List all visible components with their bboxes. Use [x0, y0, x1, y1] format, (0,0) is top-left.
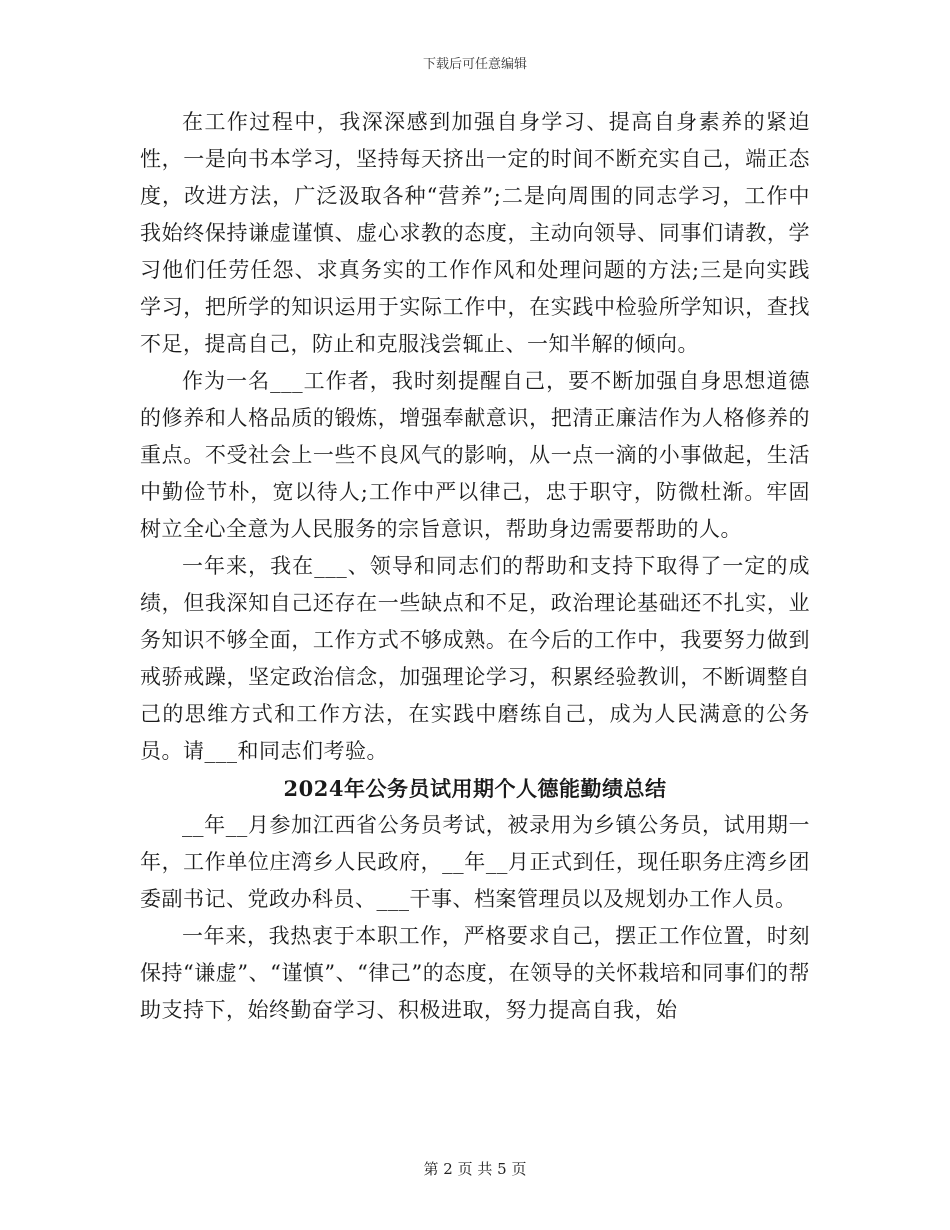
page-number-footer: 第 2 页 共 5 页 — [423, 1160, 527, 1178]
document-body — [140, 104, 810, 1029]
paragraph-work-attitude: 一年来，我热衷于本职工作，严格要求自己，摆正工作位置，时刻保持“谦虚”、“谨慎”、“律己”的态度，在领导的关怀栽培和同事们的帮助支持下，始终勤奋学习、积极进取，努力提高自我，始 — [140, 924, 810, 1022]
section-title: 2024年公务员试用期个人德能勤绩总结 — [283, 776, 667, 801]
paragraph-appointment: __年__月参加江西省公务员考试，被录用为乡镇公务员，试用期一年，工作单位庄湾乡人民政府，__年__月正式到任，现任职务庄湾乡团委副书记、党政办科员、___干事、档案管理员以及规划办工作人员。 — [140, 813, 810, 911]
page-header: 下载后可任意编辑 — [422, 57, 527, 72]
paragraph-shortcomings: 一年来，我在___、领导和同志们的帮助和支持下取得了一定的成绩，但我深知自己还存在一些缺点和不足，政治理论基础还不扎实，业务知识不够全面，工作方式不够成熟。在今后的工作中，我要努力做到戒骄戒躁，坚定政治信念，加强理论学习，积累经验教训，不断调整自己的思维方式和工作方法，在实践中磨练自己，成为人民满意的公务员。请___和同志们考验。 — [140, 554, 810, 763]
paragraph-study: 在工作过程中，我深深感到加强自身学习、提高自身素养的紧迫性，一是向书本学习，坚持每天挤出一定的时间不断充实自己，端正态度，改进方法，广泛汲取各种“营养”;二是向周围的同志学习，工作中我始终保持谦虚谨慎、虚心求教的态度，主动向领导、同事们请教，学习他们任劳任怨、求真务实的工作作风和处理问题的方法;三是向实践学习，把所学的知识运用于实际工作中，在实践中检验所学知识，查找不足，提高自己，防止和克服浅尝辄止、一知半解的倾向。 — [140, 110, 810, 356]
paragraph-moral-cultivation: 作为一名___工作者，我时刻提醒自己，要不断加强自身思想道德的修养和人格品质的锻炼，增强奉献意识，把清正廉洁作为人格修养的重点。不受社会上一些不良风气的影响，从一点一滴的小事做起，生活中勤俭节朴，宽以待人;工作中严以律己，忠于职守，防微杜渐。牢固树立全心全意为人民服务的宗旨意识，帮助身边需要帮助的人。 — [140, 369, 810, 541]
